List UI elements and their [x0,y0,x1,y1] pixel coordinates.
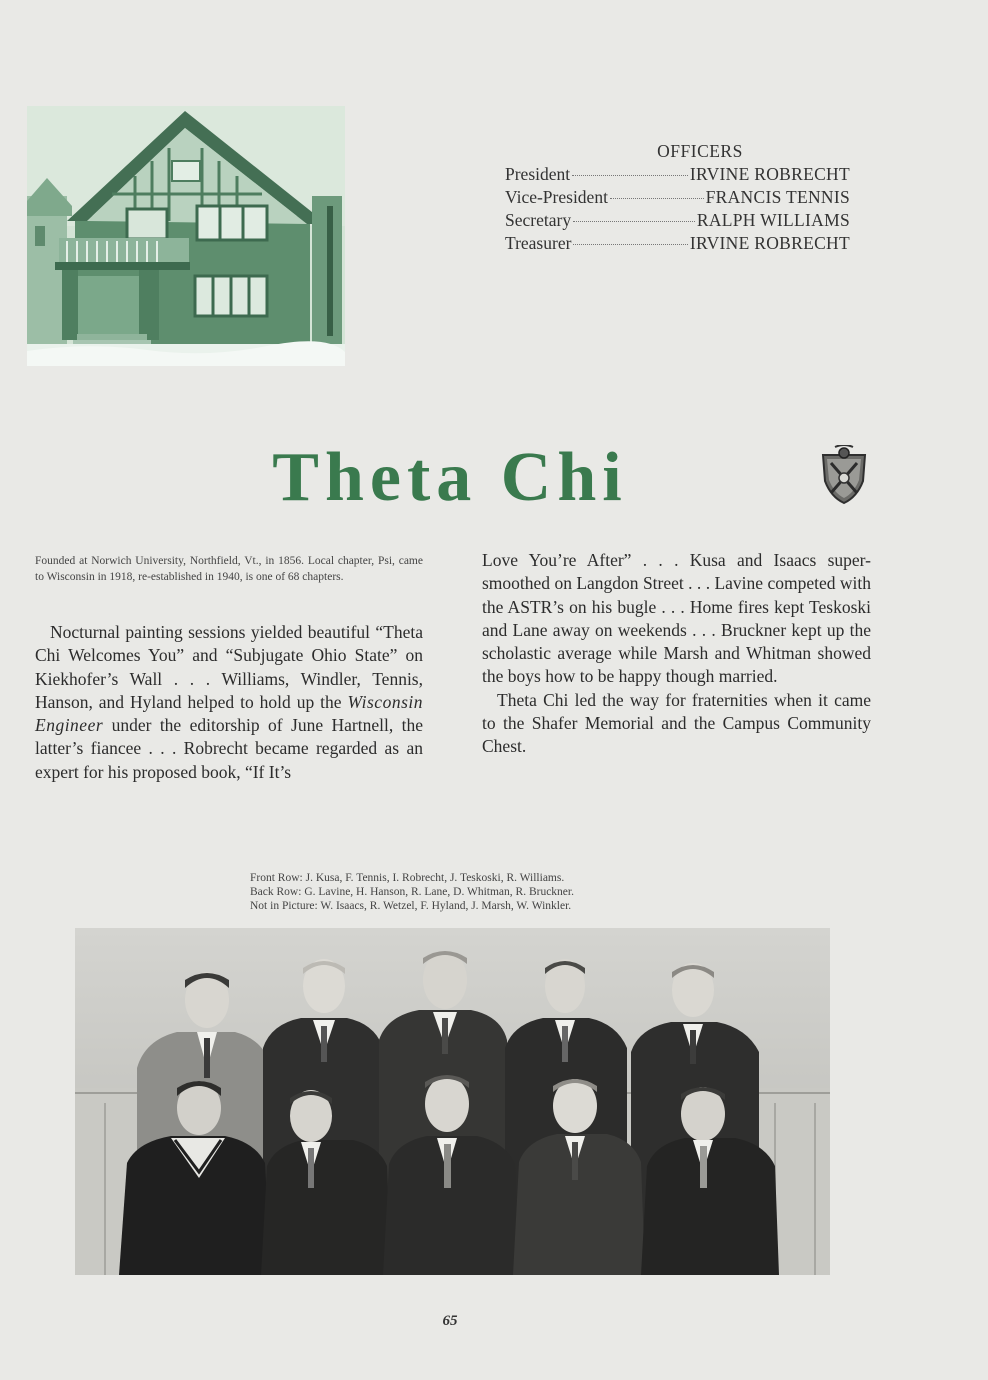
founded-note: Founded at Norwich University, Northfield, Vt., in 1856. Local chapter, Psi, came to Wisconsin in 1918, re-established in 1940, is one of 68 chapters. [35,555,423,583]
caption-row [250,871,670,885]
caption-label: Back Row: [250,886,302,898]
officer-title: Treasurer [505,233,572,253]
caption-names: G. Lavine, H. Hanson, R. Lane, D. Whitman, R. Bruckner. [304,886,574,898]
officer-name: IRVINE ROBRECHT [689,233,850,253]
page-number: 65 [442,1313,458,1329]
officer-name: RALPH WILLIAMS [696,210,850,230]
officers-list [505,140,850,255]
caption-label: Front Row: [250,872,303,884]
group-photo [75,928,830,1275]
officers-heading: OFFICERS [657,141,743,161]
page-title: Theta Chi [272,439,628,516]
officer-row [505,232,850,255]
fraternity-crest-icon [817,445,871,505]
officer-row [505,163,850,186]
dot-leader [572,175,688,176]
body-text: under the editorship of June Hartnell, the latter’s fiancee . . . Robrecht became regarded as an expert for his proposed book, “If It’s [35,715,423,782]
officer-title: Vice-President [505,187,608,207]
photo-caption [250,871,670,913]
caption-row [250,885,670,899]
dot-leader [573,244,687,245]
publication-title: Wisconsin Engineer [35,691,423,736]
body-paragraph [35,621,423,784]
dot-leader [573,221,695,222]
officer-name: FRANCIS TENNIS [705,187,850,207]
house-photo [27,106,345,366]
officer-name: IRVINE ROBRECHT [689,164,850,184]
body-text: Nocturnal painting sessions yielded beautiful “Theta Chi Welcomes You” and “Subjugate Ohio State” on Kiekhofer’s Wall . . . Williams, Windler, Tennis, Hanson, and Hyland helped to hold up the [35,622,423,712]
caption-names: J. Kusa, F. Tennis, I. Robrecht, J. Teskoski, R. Williams. [305,872,565,884]
caption-label: Not in Picture: [250,900,318,912]
officer-title: Secretary [505,210,572,230]
body-paragraph: Theta Chi led the way for fraternities when it came to the Shafer Memorial and the Campus Community Chest. [482,689,871,757]
caption-row [250,899,670,913]
body-column-right [482,549,871,759]
caption-names: W. Isaacs, R. Wetzel, F. Hyland, J. Marsh, W. Winkler. [320,900,572,912]
officer-row [505,209,850,232]
body-paragraph: Love You’re After” . . . Kusa and Isaacs super-smoothed on Langdon Street . . . Lavine competed with the ASTR’s on his bugle . . . Home fires kept Teskoski and Lane away on weekends . . . Bruckner kept up the scholastic average while Marsh and Whitman showed the boys how to be happy though married. [482,550,871,687]
officer-title: President [505,164,571,184]
dot-leader [610,198,704,199]
officer-row [505,186,850,209]
body-column-left [35,621,423,784]
